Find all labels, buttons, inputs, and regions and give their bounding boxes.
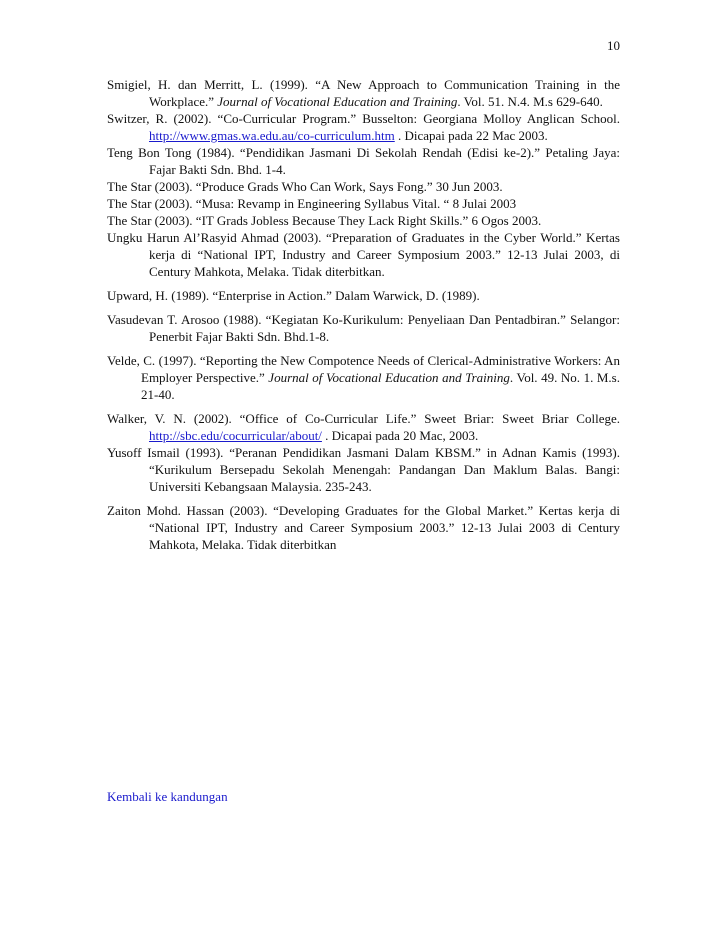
journal-title: Journal of Vocational Education and Training bbox=[268, 370, 510, 385]
reference-velde: Velde, C. (1997). “Reporting the New Compotence Needs of Clerical-Administrative Workers: An Employer Perspective.” Journal of Vocational Education and Training. Vol. 49. No. 1. M.s. 21-40. bbox=[107, 353, 620, 402]
reference-zaiton: Zaiton Mohd. Hassan (2003). “Developing Graduates for the Global Market.” Kertas kerja di “National IPT, Industry and Career Symposium 2003.” 12-13 Julai 2003 di Century Mahkota, Melaka. Tidak diterbitkan bbox=[107, 503, 620, 552]
reference-vasudevan: Vasudevan T. Arosoo (1988). “Kegiatan Ko-Kurikulum: Penyeliaan Dan Pentadbiran.” Selangor: Penerbit Fajar Bakti Sdn. Bhd.1-8. bbox=[107, 312, 620, 344]
reference-star-1: The Star (2003). “Produce Grads Who Can Work, Says Fong.” 30 Jun 2003. bbox=[107, 179, 503, 194]
reference-list bbox=[107, 76, 620, 553]
reference-switzer: Switzer, R. (2002). “Co-Curricular Program.” Busselton: Georgiana Molloy Anglican School. http://www.gmas.wa.edu.au/co-curriculum.htm . Dicapai pada 22 Mac 2003. bbox=[107, 111, 620, 143]
reference-ungku: Ungku Harun Al’Rasyid Ahmad (2003). “Preparation of Graduates in the Cyber World.” Kertas kerja di “National IPT, Industry and Career Symposium 2003.” 12-13 Julai 2003, di Century Mahkota, Melaka. Tidak diterbitkan. bbox=[107, 230, 620, 279]
reference-star-2: The Star (2003). “Musa: Revamp in Engineering Syllabus Vital. “ 8 Julai 2003 bbox=[107, 196, 517, 211]
reference-upward: Upward, H. (1989). “Enterprise in Action.” Dalam Warwick, D. (1989). bbox=[107, 288, 480, 303]
reference-url-link[interactable]: http://www.gmas.wa.edu.au/co-curriculum.htm bbox=[149, 128, 395, 143]
reference-walker: Walker, V. N. (2002). “Office of Co-Curricular Life.” Sweet Briar: Sweet Briar College. http://sbc.edu/cocurricular/about/ . Dicapai pada 20 Mac, 2003. bbox=[107, 411, 620, 443]
reference-yusoff: Yusoff Ismail (1993). “Peranan Pendidikan Jasmani Dalam KBSM.” in Adnan Kamis (1993). “Kurikulum Bersepadu Sekolah Menengah: Pandangan Dan Maklum Balas. Bangi: Universiti Kebangsaan Malaysia. 235-243. bbox=[107, 445, 620, 494]
journal-title: Journal of Vocational Education and Training bbox=[217, 94, 458, 109]
reference-smigiel: Smigiel, H. dan Merritt, L. (1999). “A New Approach to Communication Training in the Workplace.” Journal of Vocational Education and Training. Vol. 51. N.4. M.s 629-640. bbox=[107, 77, 620, 109]
page-number: 10 bbox=[607, 38, 620, 53]
reference-url-link[interactable]: http://sbc.edu/cocurricular/about/ bbox=[149, 428, 322, 443]
back-to-contents-link[interactable]: Kembali ke kandungan bbox=[107, 789, 228, 804]
reference-teng: Teng Bon Tong (1984). “Pendidikan Jasmani Di Sekolah Rendah (Edisi ke-2).” Petaling Jaya: Fajar Bakti Sdn. Bhd. 1-4. bbox=[107, 145, 620, 177]
reference-star-3: The Star (2003). “IT Grads Jobless Because They Lack Right Skills.” 6 Ogos 2003. bbox=[107, 213, 542, 228]
